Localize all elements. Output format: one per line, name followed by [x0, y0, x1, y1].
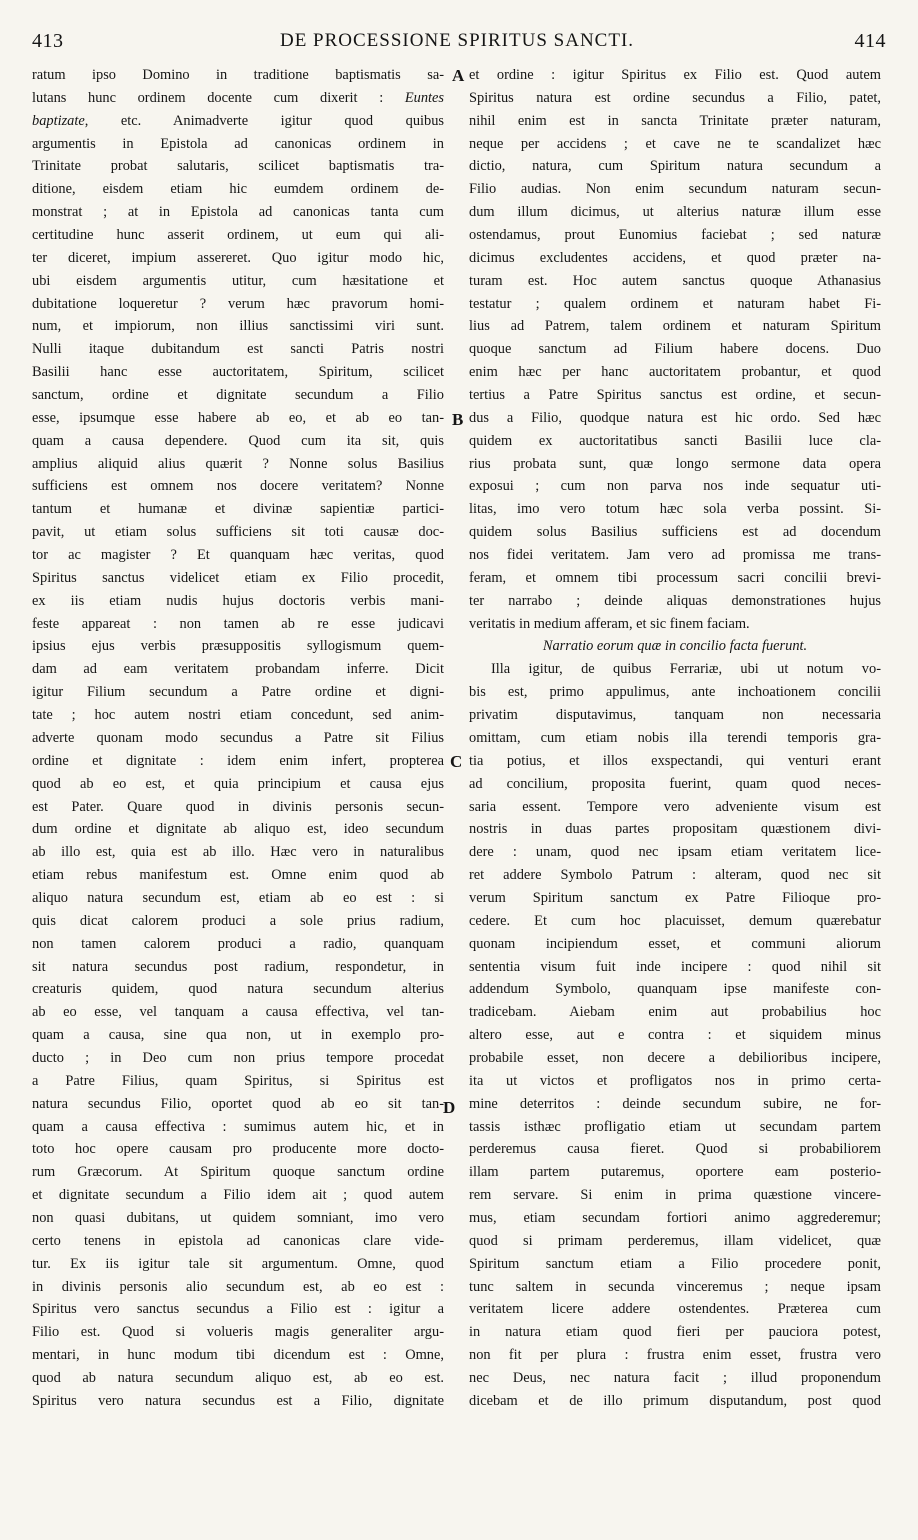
text-line: Spiritum sanctum etiam a Filio procedere ponit, [469, 1255, 881, 1272]
right-column [469, 64, 881, 1524]
text-line: veritatis in medium afferam, et sic finem faciam. [469, 615, 750, 632]
text-line: quidem solus Basilius sufficiens est ad docendum [469, 524, 881, 541]
text-line: bis est, primo appulimus, ante inchoationem concilii [469, 684, 881, 701]
text-line: veritatem licere addere ostendentes. Præterea cum [469, 1301, 881, 1318]
text-line: quonam incipiendum esset, et communi aliorum [469, 935, 881, 952]
text-line: quam a causa dependere. Quod cum ita sit, quis [32, 432, 444, 449]
text-line: tor ac magister ? Et quanquam hæc veritas, quod [32, 547, 444, 564]
text-line: privatim disputavimus, tanquam non necessaria [469, 707, 881, 724]
text-line: in divinis personis alio secundum est, ab eo est : [32, 1278, 444, 1295]
text-line: ter narrabo ; deinde aliquas demonstrationes hujus [469, 592, 881, 609]
text-line: et ordine : igitur Spiritus ex Filio est. Quod autem [469, 67, 881, 83]
text-line: et dignitate secundum a Filio idem ait ; quod autem [32, 1187, 444, 1204]
margin-letter-c: C [450, 752, 463, 771]
text-line: dam ad eam veritatem probandam inferre. Dicit [32, 661, 444, 678]
text-line: Illa igitur, de quibus Ferrariæ, ubi ut notum vo- [491, 661, 881, 678]
text-line: ratum ipso Domino in traditione baptismatis sa- [32, 67, 444, 83]
text-line: certitudine hunc asserit ordinem, ut eum qui ali- [32, 227, 444, 244]
text-line: ex iis etiam nudis hujus doctoris verbis mani- [32, 592, 444, 609]
text-line: enim hæc per hanc auctoritatem probantur, et quod [469, 364, 881, 381]
text-line: baptizate, etc. Animadverte igitur quod quibus [32, 112, 444, 129]
left-column [32, 64, 444, 1524]
text-line: quod ab eo est, et quia principium et causa ejus [32, 775, 444, 792]
text-line: quam a causa, sine qua non, ut in exemplo pro- [32, 1027, 444, 1044]
text-line: sit natura secundus post radium, respondetur, in [32, 958, 444, 975]
text-line: omittam, cum etiam nobis illa terendi temporis gra- [469, 729, 881, 746]
text-line: non tamen calorem produci a radio, quanquam [32, 935, 444, 952]
text-line: etiam rebus manifestum est. Omne enim quod ab [32, 867, 444, 884]
text-line: aliquo natura secundum est, etiam ab eo est : si [32, 889, 444, 906]
page-header [28, 30, 886, 60]
text-line: Spiritus sanctus videlicet etiam ex Filio procedit, [32, 569, 444, 586]
text-line: dubitatione loqueretur ? verum hæc pravorum homi- [32, 295, 444, 312]
text-line: quod si primam perderemus, illam videlicet, quæ [469, 1232, 881, 1249]
text-line: Spiritus vero natura secundus est a Filio, dignitate [32, 1392, 444, 1409]
margin-letter-a: A [452, 66, 465, 85]
text-line: illam partem putaremus, oportere eam posterio- [469, 1164, 881, 1181]
text-line: tur. Ex iis igitur tale sit argumentum. Omne, quod [32, 1255, 444, 1272]
text-line: est Pater. Quare quod in divinis personis secun- [32, 798, 444, 815]
text-line: dicimus excludentes accidens, et quod præter na- [469, 249, 881, 266]
text-line: saria essent. Tempore vero adveniente visum est [469, 798, 881, 815]
text-line: pavit, ut etiam solus sufficiens sit toti causæ doc- [32, 524, 444, 541]
text-line: mus, etiam secundam fortiori animo aggrederemur; [469, 1209, 881, 1226]
text-line: dum ordine et dignitate ab aliquo est, ideo secundum [32, 821, 444, 838]
text-line: ad concilium, proposita fuerint, quam quod neces- [469, 775, 881, 792]
text-line: ducto ; in Deo cum non prius tempore procedat [32, 1049, 444, 1066]
text-line: feste appareat : non tamen ab re esse judicavi [32, 615, 444, 632]
text-line: quidem ex auctoritatibus sancti Basilii luce cla- [469, 432, 881, 449]
text-line: cedere. Et cum hoc placuisset, demum quærebatur [469, 912, 881, 929]
text-line: quis dicat calorem produci a sole prius radium, [32, 912, 444, 929]
text-line: natura secundus Filio, oportet quod ab eo sit tan- [32, 1095, 444, 1112]
text-line: Filio audias. Non enim secundum naturam secun- [469, 181, 881, 198]
margin-letter-d: D [443, 1098, 456, 1117]
text-line: lutans hunc ordinem docente cum dixerit : Euntes [32, 89, 444, 106]
text-line: monstrat ; at in Epistola ad canonicas tanta cum [32, 204, 444, 221]
text-line: tate ; hoc autem nostri etiam concedunt, sed anim- [32, 707, 444, 724]
section-heading: Narratio eorum quæ in concilio facta fuerunt. [542, 638, 808, 655]
text-line: dus a Filio, quodque natura est hic ordo. Sed hæc [469, 409, 881, 426]
text-line: nihil enim est in sancta Trinitate præter naturam, [469, 112, 881, 129]
text-line: exposui ; cum non parva nos inde sequatur uti- [469, 478, 881, 495]
text-line: ordine et dignitate : idem enim infert, propterea [32, 752, 444, 769]
text-line: testatur ; qualem ordinem et naturam habet Fi- [469, 295, 881, 312]
text-line: tertius a Patre Spiritus sanctus est ordine, et secun- [469, 387, 881, 404]
text-line: tia potius, et illos exspectandi, qui venturi erant [469, 752, 881, 769]
text-line: dum illum dicimus, ut alterius naturæ illum esse [469, 204, 881, 221]
text-line: a Patre Filius, quam Spiritus, si Spiritus est [32, 1072, 444, 1089]
text-line: sufficiens est omnem nos docere veritatem? Nonne [32, 478, 444, 495]
text-line: Spiritus vero sanctus secundus a Filio est : igitur a [32, 1301, 444, 1318]
text-line: non quasi dubitans, ut quidem somniant, imo vero [32, 1209, 444, 1226]
text-line: altero esse, aut e contra : et siquidem minus [469, 1027, 881, 1044]
text-line: Nulli itaque dubitandum est sancti Patris nostri [32, 341, 444, 358]
text-line: dicebam et de illo primum disputandum, post quod [469, 1392, 881, 1409]
text-line: amplius aliquid alius quærit ? Nonne solus Basilius [32, 455, 444, 472]
text-line: ita ut victos et profligatos nos in primo certa- [469, 1072, 881, 1089]
text-line: sanctum, ordine et dignitate secundum a Filio [32, 387, 444, 404]
text-line: adverte quonam modo secundus a Patre sit Filius [32, 729, 444, 746]
text-line: ipsius ejus verbis præsuppositis syllogismum quem- [32, 638, 444, 655]
text-line: sententia visum fuit inde incipere : quod nihil sit [469, 958, 881, 975]
text-line: quam a causa effectiva : sumimus autem hic, et in [32, 1118, 444, 1135]
text-line: probabile esset, non decere a debilioribus incipere, [469, 1049, 881, 1066]
text-line: tradicebam. Aiebam enim aut probabilius hoc [469, 1004, 881, 1021]
text-line: Trinitate probat salutaris, scilicet baptismatis tra- [32, 158, 444, 175]
text-line: in natura etiam quod fieri per pauciora potest, [469, 1324, 881, 1341]
text-line: nostris in duas partes propositam quæstionem divi- [469, 821, 881, 838]
text-line: num, et impiorum, non illius sanctissimi viri sunt. [32, 318, 444, 335]
text-line: toto hoc opere causam pro producente more docto- [32, 1141, 444, 1158]
text-line: Filio est. Quod si volueris magis generaliter argu- [32, 1324, 444, 1341]
text-line: ostendamus, prout Eunomius faciebat ; sed naturæ [469, 227, 881, 244]
text-line: perderemus causa fieret. Quod si probabiliorem [469, 1141, 881, 1158]
text-line: rum Græcorum. At Spiritum quoque sanctum ordine [32, 1164, 444, 1181]
text-line: lius ad Patrem, talem ordinem et naturam Spiritum [469, 318, 881, 335]
text-line: tunc saltem in secunda vinceremus ; neque ipsam [469, 1278, 881, 1295]
text-line: Spiritus natura est ordine secundus a Filio, patet, [469, 89, 881, 106]
text-line: ubi eisdem argumentis utitur, cum hæsitatione et [32, 272, 444, 289]
text-line: argumentis in Epistola ad canonicas ordinem in [32, 135, 444, 152]
text-line: igitur Filium secundum a Patre ordine et digni- [32, 684, 444, 701]
text-line: ret addere Symbolo Patrum : alteram, quod nec sit [469, 867, 881, 884]
text-line: turam est. Hoc autem sanctus quoque Athanasius [469, 272, 881, 289]
text-line: certo tenens in epistola ad canonicas clare vide- [32, 1232, 444, 1249]
text-line: tantum et humanæ et divinæ sapientiæ partici- [32, 501, 444, 518]
text-line: verum Spiritum sanctum ex Patre Filioque pro- [469, 889, 881, 906]
text-line: quod ab natura secundum aliquo est, ab eo est. [32, 1369, 444, 1386]
margin-letter-b: B [452, 410, 464, 429]
text-line: mentari, in hunc modum tibi dicendum est : Omne, [32, 1347, 444, 1364]
text-line: dictio, natura, cum Spiritum natura secundum a [469, 158, 881, 175]
text-line: neque per accidens ; et cave ne te scandalizet hæc [469, 135, 881, 152]
text-line: dere : unam, quod nec ipsam etiam veritatem lice- [469, 844, 881, 861]
text-line: ab eo esse, vel tanquam a causa effectiva, vel tan- [32, 1004, 444, 1021]
text-line: mine deterritos : deinde secundum subire, ne for- [469, 1095, 881, 1112]
text-line: ab illo est, quia est ab illo. Hæc vero in naturalibus [32, 844, 444, 861]
text-line: addendum Symbolo, quanquam ipse manifeste con- [469, 981, 881, 998]
text-line: nos fidei veritatem. Jam vero ad promissa me trans- [469, 547, 881, 564]
text-line: rius probata sunt, quæ longo sermone data opera [469, 455, 881, 472]
text-line: rem servare. Si enim in prima quæstione vincere- [469, 1187, 881, 1204]
text-line: ditione, eisdem etiam hic eumdem ordinem de- [32, 181, 444, 198]
text-line: creaturis quidem, quod natura secundum alterius [32, 981, 444, 998]
text-line: ter diceret, impium assereret. Quo igitur modo hic, [32, 249, 444, 266]
text-line: tassis isthæc profligatio etiam ut secundam partem [469, 1118, 881, 1135]
text-line: litas, imo vero totum hæc sola verba possint. Si- [469, 501, 881, 518]
page-number-right: 414 [854, 30, 886, 52]
text-line: nec Deus, nec natura facit ; illud proponendum [469, 1369, 881, 1386]
text-line: feram, et omnem tibi processum sacri concilii brevi- [469, 569, 881, 586]
text-line: quoque sanctum ad Filium habere docens. Duo [469, 341, 881, 358]
text-line: non fit per plura : frustra enim esset, frustra vero [469, 1347, 881, 1364]
text-line: esse, ipsumque esse habere ab eo, et ab eo tan- [32, 409, 444, 426]
running-title: DE PROCESSIONE SPIRITUS SANCTI. [279, 30, 635, 51]
page-number-left: 413 [32, 30, 64, 52]
text-line: Basilii hanc esse auctoritatem, Spiritum, scilicet [32, 364, 444, 381]
